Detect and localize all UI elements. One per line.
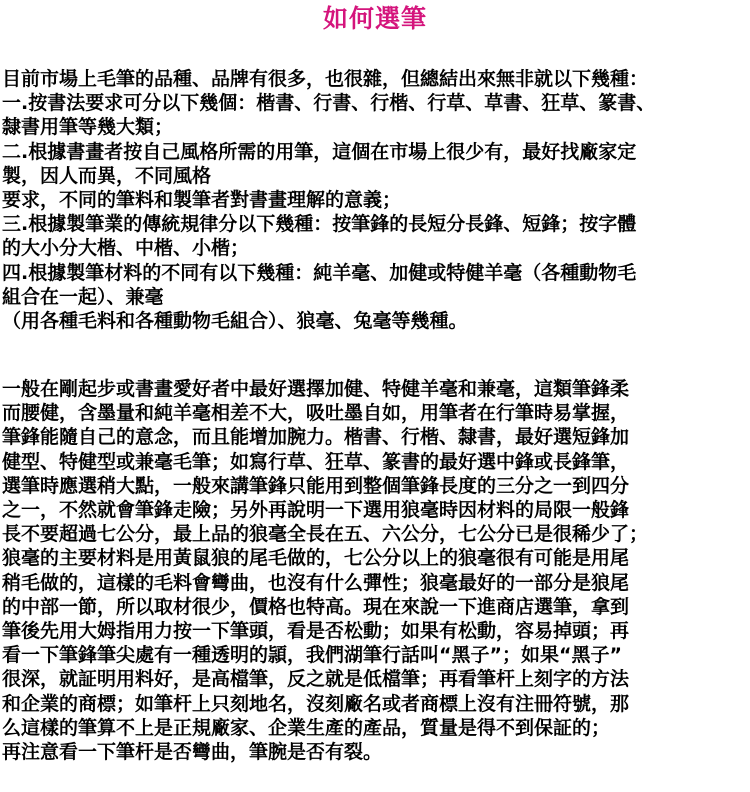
paragraph1-line: 三.根據製筆業的傳統規律分以下幾種：按筆鋒的長短分長鋒、短鋒；按字體 [2, 213, 637, 236]
document-title: 如何選筆 [322, 4, 427, 33]
paragraph2-line: 一般在剛起步或書畫愛好者中最好選擇加健、特健羊毫和兼毫，這類筆鋒柔 [2, 378, 630, 400]
paragraph2-line: 健型、特健型或兼毫毛筆；如寫行草、狂草、篆書的最好選中鋒或長鋒筆， [2, 450, 630, 473]
paragraph1-line: 隸書用筆等幾大類； [2, 116, 174, 139]
paragraph2-line: 狼毫的主要材料是用黃鼠狼的尾毛做的，七公分以上的狼毫很有可能是用尾 [2, 547, 630, 570]
paragraph2-line: 長不要超過七公分，最上品的狼毫全長在五、六公分，七公分已是很稀少了； [2, 523, 649, 546]
paragraph1-line: 的大小分大楷、中楷、小楷； [2, 237, 250, 260]
paragraph2-line: 筆後先用大姆指用力按一下筆頭，看是否松動；如果有松動，容易掉頭；再 [2, 620, 630, 642]
paragraph1-line: 目前市場上毛筆的品種、品牌有很多，也很雜，但總結出來無非就以下幾種： [2, 68, 649, 90]
paragraph1-line: 組合在一起）、兼毫 [2, 285, 164, 308]
paragraph1-line: 四.根據製筆材料的不同有以下幾種：純羊毫、加健或特健羊毫（各種動物毛 [2, 261, 637, 284]
paragraph1-line: 要求，不同的筆料和製筆者對書畫理解的意義； [2, 189, 402, 211]
paragraph2-line: 再注意看一下筆杆是否彎曲，筆腕是否有裂。 [2, 741, 383, 763]
paragraph2-line: 筆鋒能隨自己的意念，而且能增加腕力。楷書、行楷、隸書，最好選短鋒加 [2, 426, 630, 449]
paragraph2-line: 么這樣的筆算不上是正規廠家、企業生產的產品，質量是得不到保証的； [2, 716, 611, 739]
paragraph2-line: 很深，就証明用料好，是高檔筆，反之就是低檔筆；再看筆杆上刻字的方法 [2, 668, 630, 691]
paragraph2-line: 之一，不然就會筆鋒走險；另外再說明一下選用狼毫時因材料的局限一般鋒 [2, 499, 630, 521]
paragraph1-line: 製，因人而異，不同風格 [2, 164, 212, 187]
paragraph2-line: 選筆時應選稍大點，一般來講筆鋒只能用到整個筆鋒長度的三分之一到四分 [2, 474, 630, 497]
paragraph2-line: 看一下筆鋒筆尖處有一種透明的頴，我們湖筆行話叫“黑子”；如果“黑子” [2, 644, 622, 667]
paragraph2-line: 稍毛做的，這樣的毛料會彎曲，也沒有什么彈性；狼毫最好的一部分是狼尾 [2, 571, 630, 594]
paragraph2-line: 而腰健，含墨量和純羊毫相差不大，吸吐墨自如，用筆者在行筆時易掌握， [2, 402, 630, 425]
paragraph1-line: 二.根據書畫者按自己風格所需的用筆，這個在市場上很少有，最好找廠家定 [2, 140, 637, 163]
paragraph1-line: （用各種毛料和各種動物毛組合）、狼毫、兔毫等幾種。 [2, 310, 468, 332]
paragraph2-line: 和企業的商標；如筆杆上只刻地名，沒刻廠名或者商標上沒有注冊符號，那 [2, 692, 630, 715]
paragraph1-line: 一.按書法要求可分以下幾個：楷書、行書、行楷、行草、草書、狂草、篆書、 [2, 92, 656, 115]
paragraph2-line: 的中部一節，所以取材很少，價格也特高。現在來說一下進商店選筆，拿到 [2, 595, 630, 618]
